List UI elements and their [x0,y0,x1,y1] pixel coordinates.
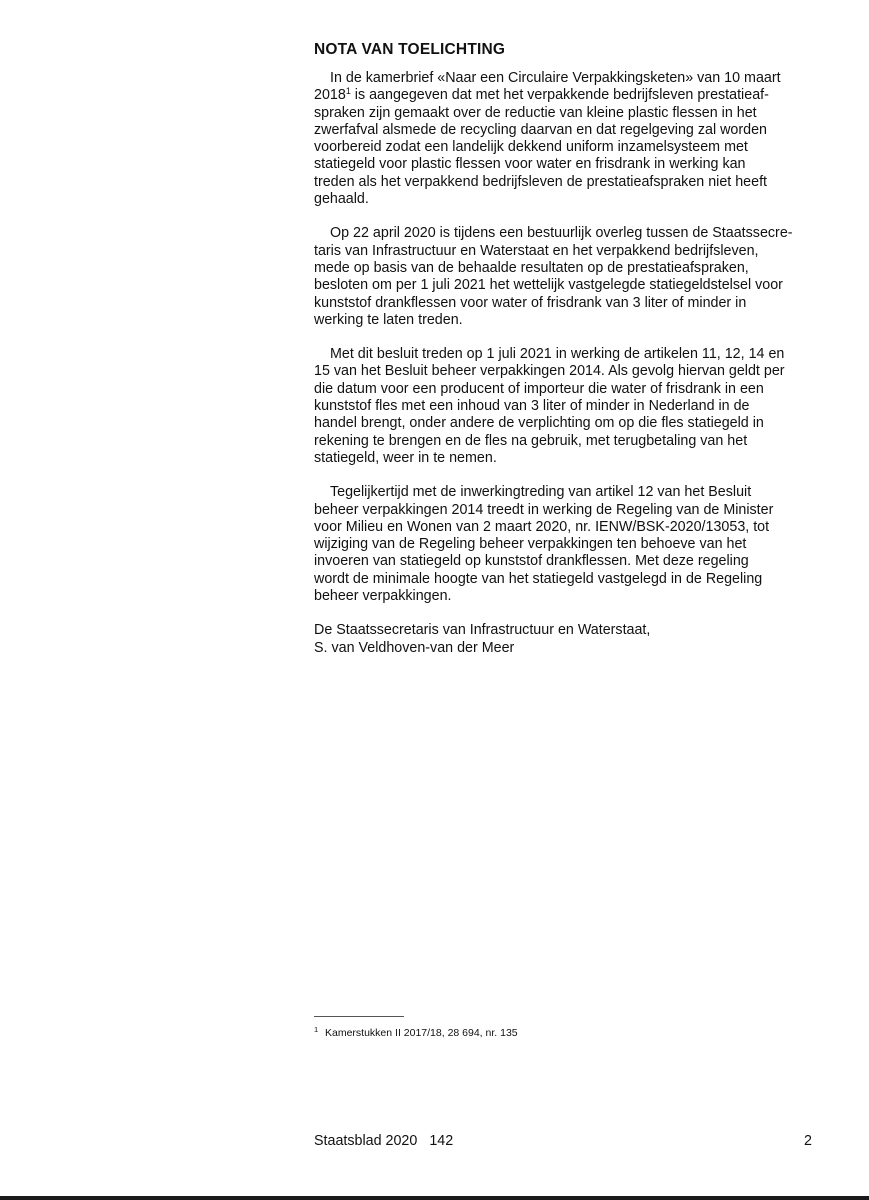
paragraph-4: Tegelijkertijd met de inwerkingtreding van artikel 12 van het Besluit beheer verpakkingen 2014 treedt in werking de Regeling van de Minister voor Milieu en Wonen van 2 maart 2020, nr. IENW/BSK-2020/13053, tot wijziging van de Regeling beheer verpakkingen ten behoeve van het invoeren van statiegeld op kunststof drankflessen. Met deze regeling wordt de minimale hoogte van het statiegeld vastgelegd in de Regeling beheer verpakkingen. [314,484,774,605]
footnote-text: Kamerstukken II 2017/18, 28 694, nr. 135 [325,1027,518,1039]
footnote-reference: 1 [345,86,351,97]
paragraph-1-start: In de kamerbrief «Naar een Circulaire Verpakkingsketen» van 10 maart 2018 [314,70,781,104]
signature-name: S. van Veldhoven-van der Meer [314,639,515,656]
footnote [314,1023,518,1040]
main-content [314,40,816,657]
signature-title: De Staatssecretaris van Infrastructuur en Waterstaat, [314,622,651,639]
page-number: 2 [804,1133,812,1149]
footnote-divider [314,1016,404,1017]
issue-number: 142 [429,1133,454,1149]
page-footer-publication [314,1133,453,1150]
document-heading: NOTA VAN TOELICHTING [314,41,506,58]
publication-name: Staatsblad 2020 [314,1133,418,1149]
signature-block [314,622,816,657]
paragraph-1 [314,70,816,208]
paragraph-1-end: is aangegeven dat met het verpakkende bedrijfsleven prestatieaf- spraken zijn gemaakt over de reductie van kleine plastic flessen in het zwerfafval alsmede de recycling daarvan en dat regelgeving zal worden voorbereid zodat een landelijk dekkend uniform inzamelsysteem met statiegeld voor plastic flessen voor water en frisdrank in werking kan treden als het verpakkend bedrijfsleven de prestatieafspraken niet heeft gehaald. [314,87,769,208]
paragraph-3: Met dit besluit treden op 1 juli 2021 in werking de artikelen 11, 12, 14 en 15 van het Besluit beheer verpakkingen 2014. Als gevolg hiervan geldt per die datum voor een producent of importeur die water of frisdrank in een kunststof fles met een inhoud van 3 liter of minder in Nederland in de handel brengt, onder andere de verplichting om op die fles statiegeld in rekening te brengen en de fles na gebruik, met terugbetaling van het statiegeld, weer in te nemen. [314,346,785,466]
bottom-edge-bar [0,1196,869,1200]
footnote-mark: 1 [314,1025,319,1034]
paragraph-2: Op 22 april 2020 is tijdens een bestuurlijk overleg tussen de Staatssecre- taris van Infrastructuur en Waterstaat en het verpakkend bedrijfsleven, mede op basis van de behaalde resultaten op de prestatieafspraken, besloten om per 1 juli 2021 het wettelijk vastgelegde statiegeldstelsel voor kunststof drankflessen voor water of frisdrank van 3 liter of minder in werking te laten treden. [314,225,793,328]
